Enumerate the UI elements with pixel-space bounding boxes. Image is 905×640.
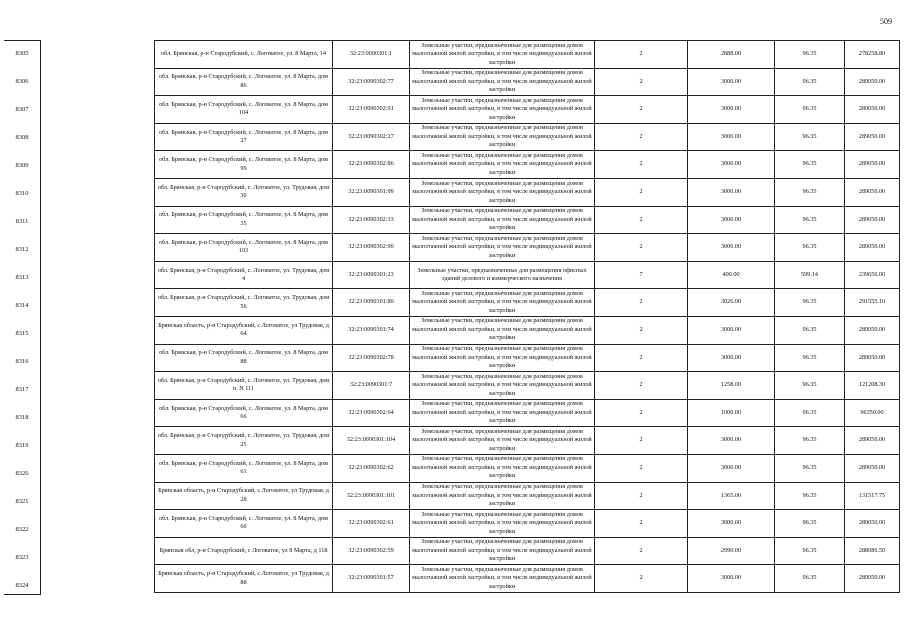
- row-id: 8309: [15, 161, 29, 169]
- specific-value-cell: 96.35: [775, 151, 845, 179]
- area-cell: 3000.00: [688, 316, 775, 344]
- land-use-cell: Земельные участки, предназначенные для размещения домов малоэтажной жилой застройки, в том числе индивидуальной жилой застройки: [410, 454, 595, 482]
- area-cell: 3000.00: [688, 96, 775, 124]
- specific-value-cell: 599.14: [775, 261, 845, 289]
- land-use-cell: Земельные участки, предназначенные для размещения домов малоэтажной жилой застройки, в том числе индивидуальной жилой застройки: [410, 123, 595, 151]
- cadastral-number-cell: 32:23:0090302:59: [333, 537, 410, 565]
- area-cell: 3000.00: [688, 510, 775, 538]
- address-cell: обл. Брянская, р-н Стародубский, с. Логоватое, ул. 8 Марта, дом 66: [155, 399, 333, 427]
- table-row: [155, 178, 900, 206]
- group-cell: 2: [595, 537, 688, 565]
- address-cell: обл. Брянская, р-н Стародубский, с. Логоватое, ул. Трудовая, дом 25: [155, 427, 333, 455]
- group-cell: 2: [595, 510, 688, 538]
- group-cell: 2: [595, 289, 688, 317]
- table-body: [155, 41, 900, 593]
- cadastral-value-cell: 289050.00: [845, 510, 900, 538]
- specific-value-cell: 96.35: [775, 316, 845, 344]
- row-id: 8315: [15, 329, 29, 337]
- table-row: [155, 454, 900, 482]
- row-id: 8306: [15, 77, 29, 85]
- row-id: 8310: [15, 189, 29, 197]
- area-cell: 3000.00: [688, 68, 775, 96]
- row-number-column: [4, 40, 40, 600]
- group-cell: 2: [595, 316, 688, 344]
- address-cell: обл. Брянская, р-н Стародубский, с. Логоватое, ул. Трудовая, дом 4: [155, 261, 333, 289]
- cadastral-number-cell: 32:23:0090301:1: [333, 41, 410, 69]
- area-cell: 3000.00: [688, 454, 775, 482]
- cadastral-number-cell: 32:23:0090301:80: [333, 289, 410, 317]
- cadastral-number-cell: 32:23:0090301:57: [333, 565, 410, 593]
- table-row: [155, 399, 900, 427]
- specific-value-cell: 96.35: [775, 289, 845, 317]
- address-cell: обл. Брянская, р-н Стародубский, с. Логоватое, ул. 8 Марта, дом 35: [155, 206, 333, 234]
- specific-value-cell: 96.35: [775, 399, 845, 427]
- land-use-cell: Земельные участки, предназначенные для размещения домов малоэтажной жилой застройки, в том числе индивидуальной жилой застройки: [410, 372, 595, 400]
- group-cell: 2: [595, 68, 688, 96]
- address-cell: обл. Брянская, р-н Стародубский, с. Логоватое, ул. 8 Марта, дом 27: [155, 123, 333, 151]
- land-use-cell: Земельные участки, предназначенные для размещения домов малоэтажной жилой застройки, в том числе индивидуальной жилой застройки: [410, 510, 595, 538]
- specific-value-cell: 96.35: [775, 510, 845, 538]
- address-cell: обл. Брянская, р-н Стародубский, с. Логоватое, ул. 8 Марта, дом 103: [155, 234, 333, 262]
- table-row: [155, 372, 900, 400]
- row-id: 8314: [15, 301, 29, 309]
- page-number: 509: [880, 17, 892, 26]
- cadastral-number-cell: 32:23:0090302:91: [333, 96, 410, 124]
- specific-value-cell: 96.35: [775, 482, 845, 510]
- land-use-cell: Земельные участки, предназначенные для размещения домов малоэтажной жилой застройки, в том числе индивидуальной жилой застройки: [410, 96, 595, 124]
- table-row: [155, 123, 900, 151]
- cadastral-value-cell: 289050.00: [845, 123, 900, 151]
- cadastral-number-cell: 32:23:0090301:104: [333, 427, 410, 455]
- table-row: [155, 482, 900, 510]
- table-row: [155, 68, 900, 96]
- group-cell: 2: [595, 565, 688, 593]
- land-use-cell: Земельные участки, предназначенные для размещения домов малоэтажной жилой застройки, в том числе индивидуальной жилой застройки: [410, 427, 595, 455]
- table-row: [155, 289, 900, 317]
- land-use-cell: Земельные участки, предназначенные для размещения домов малоэтажной жилой застройки, в том числе индивидуальной жилой застройки: [410, 68, 595, 96]
- land-use-cell: Земельные участки, предназначенные для размещения домов малоэтажной жилой застройки, в том числе индивидуальной жилой застройки: [410, 41, 595, 69]
- address-cell: Брянская область, р-н Стародубский, с Логоватое, ул Трудовая, д 28: [155, 482, 333, 510]
- cadastral-number-cell: 32:23:0090302:62: [333, 454, 410, 482]
- address-cell: обл. Брянская, р-н Стародубский, с. Логоватое, ул. Трудовая, дом п. N 111: [155, 372, 333, 400]
- cadastral-value-cell: 288086.50: [845, 537, 900, 565]
- cadastral-value-cell: 96350.00: [845, 399, 900, 427]
- row-id: 8311: [15, 217, 29, 225]
- cadastral-number-cell: 32:23:0090302:90: [333, 234, 410, 262]
- land-use-cell: Земельные участки, предназначенные для размещения домов малоэтажной жилой застройки, в том числе индивидуальной жилой застройки: [410, 482, 595, 510]
- row-id: 8322: [15, 525, 29, 533]
- specific-value-cell: 96.35: [775, 234, 845, 262]
- area-cell: 2990.00: [688, 537, 775, 565]
- address-cell: обл. Брянская, р-н Стародубский, с. Логоватое, ул. 8 Марта, дом 60: [155, 510, 333, 538]
- cadastral-value-cell: 278258.80: [845, 41, 900, 69]
- specific-value-cell: 96.35: [775, 454, 845, 482]
- row-id: 8319: [15, 441, 29, 449]
- row-id: 8316: [15, 357, 29, 365]
- cadastral-number-cell: 32:23:0090301:23: [333, 261, 410, 289]
- area-cell: 1000.00: [688, 399, 775, 427]
- cadastral-number-cell: 32:23:0090302:27: [333, 123, 410, 151]
- table-row: [155, 96, 900, 124]
- cadastral-value-cell: 121208.30: [845, 372, 900, 400]
- cadastral-value-cell: 289050.00: [845, 454, 900, 482]
- area-cell: 3000.00: [688, 178, 775, 206]
- cadastral-value-cell: 289050.00: [845, 234, 900, 262]
- specific-value-cell: 96.35: [775, 68, 845, 96]
- cadastral-number-cell: 32:23:0090302:61: [333, 510, 410, 538]
- table-row: [155, 261, 900, 289]
- specific-value-cell: 96.35: [775, 96, 845, 124]
- cadastral-value-cell: 289050.00: [845, 206, 900, 234]
- table-row: [155, 510, 900, 538]
- row-id: 8318: [15, 413, 29, 421]
- row-id: 8308: [15, 133, 29, 141]
- address-cell: обл. Брянская, р-н Стародубский, с. Логоватое, ул. Трудовая, дом 56: [155, 289, 333, 317]
- table-row: [155, 565, 900, 593]
- address-cell: обл. Брянская, р-н Стародубский, с. Логоватое, ул. 8 Марта, 14: [155, 41, 333, 69]
- table-row: [155, 41, 900, 69]
- group-cell: 2: [595, 399, 688, 427]
- group-cell: 2: [595, 454, 688, 482]
- land-registry-table: [154, 40, 900, 593]
- cadastral-value-cell: 289050.00: [845, 96, 900, 124]
- table-row: [155, 316, 900, 344]
- specific-value-cell: 96.35: [775, 427, 845, 455]
- area-cell: 3000.00: [688, 206, 775, 234]
- land-use-cell: Земельные участки, предназначенные для размещения домов малоэтажной жилой застройки, в том числе индивидуальной жилой застройки: [410, 289, 595, 317]
- land-use-cell: Земельные участки, предназначенные для размещения домов малоэтажной жилой застройки, в том числе индивидуальной жилой застройки: [410, 537, 595, 565]
- row-id: 8324: [15, 581, 29, 589]
- area-cell: 400.00: [688, 261, 775, 289]
- group-cell: 2: [595, 96, 688, 124]
- group-cell: 2: [595, 123, 688, 151]
- land-use-cell: Земельные участки, предназначенные для размещения домов малоэтажной жилой застройки, в том числе индивидуальной жилой застройки: [410, 399, 595, 427]
- area-cell: 3000.00: [688, 565, 775, 593]
- cadastral-value-cell: 131517.75: [845, 482, 900, 510]
- cadastral-number-cell: 32:23:0090301:101: [333, 482, 410, 510]
- area-cell: 3000.00: [688, 427, 775, 455]
- area-cell: 2888.00: [688, 41, 775, 69]
- cadastral-value-cell: 291555.10: [845, 289, 900, 317]
- area-cell: 3000.00: [688, 344, 775, 372]
- row-id: 8320: [15, 469, 29, 477]
- address-cell: обл. Брянская, р-н Стародубский, с. Логоватое, ул. 8 Марта, дом 86: [155, 68, 333, 96]
- cadastral-value-cell: 289050.00: [845, 178, 900, 206]
- area-cell: 1365.00: [688, 482, 775, 510]
- table-row: [155, 427, 900, 455]
- cadastral-number-cell: 32:23:0090302:77: [333, 68, 410, 96]
- group-cell: 2: [595, 344, 688, 372]
- group-cell: 2: [595, 151, 688, 179]
- land-use-cell: Земельные участки, предназначенные для размещения домов малоэтажной жилой застройки, в том числе индивидуальной жилой застройки: [410, 178, 595, 206]
- area-cell: 3000.00: [688, 234, 775, 262]
- specific-value-cell: 96.35: [775, 41, 845, 69]
- land-use-cell: Земельные участки, предназначенные для размещения домов малоэтажной жилой застройки, в том числе индивидуальной жилой застройки: [410, 151, 595, 179]
- table-row: [155, 537, 900, 565]
- land-use-cell: Земельные участки, предназначенные для размещения домов малоэтажной жилой застройки, в том числе индивидуальной жилой застройки: [410, 206, 595, 234]
- row-id: 8305: [15, 49, 29, 57]
- row-id: 8307: [15, 105, 29, 113]
- group-cell: 2: [595, 206, 688, 234]
- cadastral-number-cell: 32:23:0090301:7: [333, 372, 410, 400]
- cadastral-number-cell: 32:23:0090302:33: [333, 206, 410, 234]
- land-use-cell: Земельные участки, предназначенные для размещения домов малоэтажной жилой застройки, в том числе индивидуальной жилой застройки: [410, 234, 595, 262]
- table-row: [155, 234, 900, 262]
- address-cell: Брянская область, р-н Стародубский, с Логоватое, ул Трудовая, д 88: [155, 565, 333, 593]
- specific-value-cell: 96.35: [775, 344, 845, 372]
- land-use-cell: Земельные участки, предназначенные для размещения домов малоэтажной жилой застройки, в том числе индивидуальной жилой застройки: [410, 344, 595, 372]
- table-row: [155, 151, 900, 179]
- land-use-cell: Земельные участки, предназначенные для размещения офисных зданий делового и коммерческого назначения: [410, 261, 595, 289]
- cadastral-value-cell: 289050.00: [845, 151, 900, 179]
- cadastral-number-cell: 32:23:0090301:74: [333, 316, 410, 344]
- cadastral-number-cell: 32:23:0090302:86: [333, 151, 410, 179]
- cadastral-value-cell: 289050.00: [845, 68, 900, 96]
- address-cell: обл. Брянская, р-н Стародубский, с. Логоватое, ул. 8 Марта, дом 88: [155, 344, 333, 372]
- address-cell: обл. Брянская, р-н Стародубский, с. Логоватое, ул. 8 Марта, дом 99: [155, 151, 333, 179]
- table-row: [155, 344, 900, 372]
- area-cell: 1258.00: [688, 372, 775, 400]
- cadastral-number-cell: 32:23:0090302:78: [333, 344, 410, 372]
- area-cell: 3026.00: [688, 289, 775, 317]
- specific-value-cell: 96.35: [775, 123, 845, 151]
- table-row: [155, 206, 900, 234]
- cadastral-value-cell: 289050.00: [845, 344, 900, 372]
- address-cell: обл. Брянская, р-н Стародубский, с. Логоватое, ул. 8 Марта, дом 61: [155, 454, 333, 482]
- cadastral-number-cell: 32:23:0090301:99: [333, 178, 410, 206]
- area-cell: 3000.00: [688, 123, 775, 151]
- address-cell: Брянская область, р-н Стародубский, с Логоватое, ул Трудовая, д 64: [155, 316, 333, 344]
- cadastral-value-cell: 239656.00: [845, 261, 900, 289]
- group-cell: 7: [595, 261, 688, 289]
- group-cell: 2: [595, 41, 688, 69]
- group-cell: 2: [595, 178, 688, 206]
- specific-value-cell: 96.35: [775, 178, 845, 206]
- row-id: 8321: [15, 497, 29, 505]
- specific-value-cell: 96.35: [775, 565, 845, 593]
- address-cell: обл. Брянская, р-н Стародубский, с. Логоватое, ул. Трудовая, дом 30: [155, 178, 333, 206]
- cadastral-number-cell: 32:23:0090302:64: [333, 399, 410, 427]
- group-cell: 2: [595, 482, 688, 510]
- specific-value-cell: 96.35: [775, 537, 845, 565]
- group-cell: 2: [595, 372, 688, 400]
- group-cell: 2: [595, 234, 688, 262]
- row-id: 8317: [15, 385, 29, 393]
- address-cell: обл. Брянская, р-н Стародубский, с. Логоватое, ул. 8 Марта, дом 104: [155, 96, 333, 124]
- area-cell: 3000.00: [688, 151, 775, 179]
- group-cell: 2: [595, 427, 688, 455]
- specific-value-cell: 96.35: [775, 372, 845, 400]
- row-id: 8323: [15, 553, 29, 561]
- row-id: 8312: [15, 245, 29, 253]
- land-use-cell: Земельные участки, предназначенные для размещения домов малоэтажной жилой застройки, в том числе индивидуальной жилой застройки: [410, 316, 595, 344]
- land-use-cell: Земельные участки, предназначенные для размещения домов малоэтажной жилой застройки, в том числе индивидуальной жилой застройки: [410, 565, 595, 593]
- row-id: 8313: [15, 273, 29, 281]
- address-cell: Брянская обл, р-н Стародубский, с Логоватое, ул 8 Марта, д 118: [155, 537, 333, 565]
- cadastral-value-cell: 289050.00: [845, 427, 900, 455]
- cadastral-value-cell: 289050.00: [845, 316, 900, 344]
- cadastral-value-cell: 289050.00: [845, 565, 900, 593]
- specific-value-cell: 96.35: [775, 206, 845, 234]
